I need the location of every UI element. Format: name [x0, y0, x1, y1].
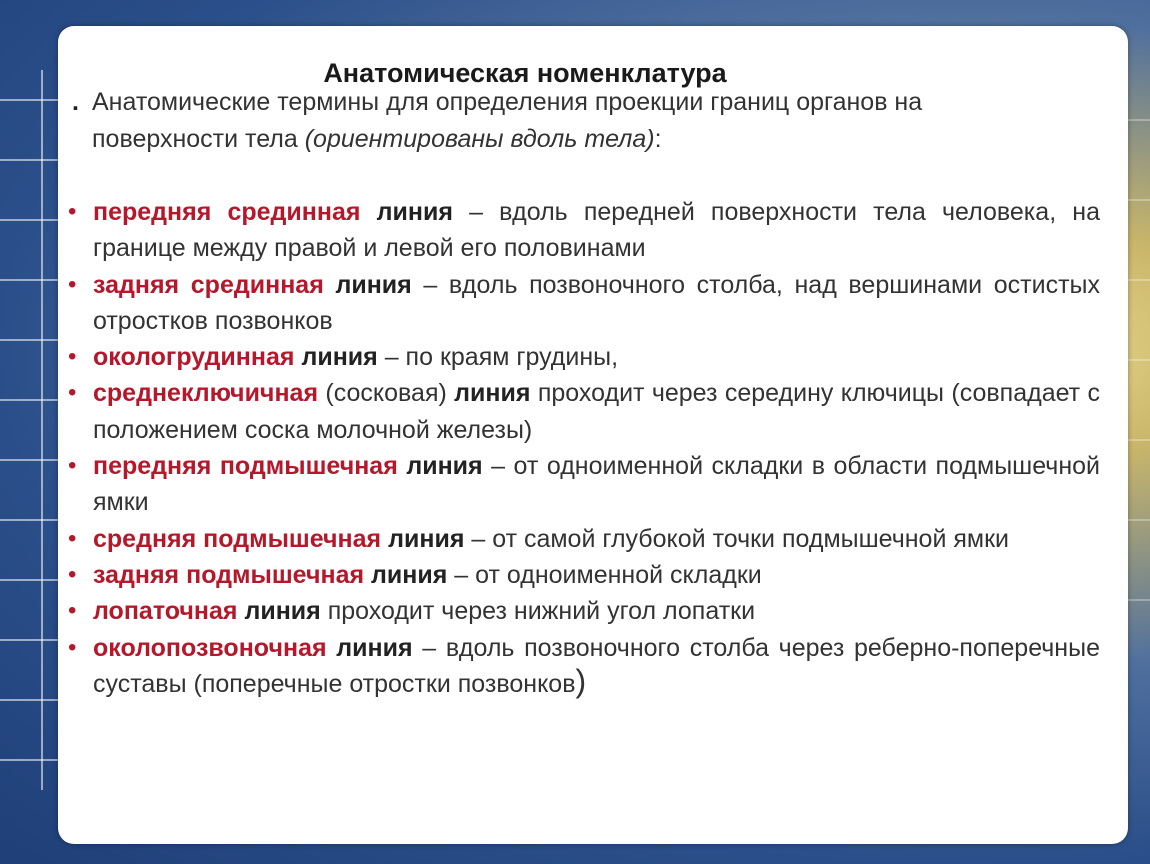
description: – вдоль передней поверхности тела человека, на границе между правой и левой его половинами: [93, 198, 1100, 263]
term: средняя подмышечная: [93, 524, 382, 553]
description: проходит через середину ключицы (совпадает с положением соска молочной железы): [93, 379, 1100, 444]
list-item: [68, 630, 1100, 703]
keyword: линия: [406, 452, 483, 481]
keyword: линия: [244, 597, 321, 626]
keyword: линия: [371, 560, 448, 589]
list-item: [68, 375, 1100, 448]
keyword: линия: [376, 198, 453, 226]
page-title: Анатомическая номенклатура: [323, 58, 727, 88]
list-item: [68, 448, 1100, 521]
description: – по краям грудины,: [377, 343, 619, 372]
intro-marker: .: [72, 88, 79, 116]
list-item: [68, 593, 1100, 629]
intro-line-1: [72, 84, 1102, 121]
term: среднеключичная: [93, 379, 319, 408]
description: – от самой глубокой точки подмышечной ямки: [464, 524, 1010, 553]
bullet-icon: •: [68, 597, 77, 625]
list-item: [68, 194, 1100, 267]
keyword: линия: [335, 270, 412, 299]
list-item: [68, 339, 1100, 375]
description: – от одноименной складки в области подмышечной ямки: [93, 452, 1100, 517]
term: передняя подмышечная: [93, 452, 398, 481]
bullet-icon: •: [68, 198, 77, 225]
keyword: линия: [301, 343, 378, 372]
term: окологрудинная: [93, 343, 295, 372]
intro-text-2: поверхности тела: [92, 125, 305, 153]
intro-line-2: [72, 121, 1102, 158]
term: передняя срединная: [93, 198, 361, 226]
bullet-icon: •: [68, 270, 77, 298]
intro-text-italic: (ориентированы вдоль тела): [304, 125, 655, 153]
intro-text-1: Анатомические термины для определения проекции границ органов на: [92, 88, 923, 116]
slide-panel: [58, 26, 1128, 844]
term: лопаточная: [93, 597, 238, 626]
keyword: линия: [388, 524, 465, 553]
description: – вдоль позвоночного столба, над вершинами остистых отростков позвонков: [93, 270, 1100, 335]
bullet-icon: •: [68, 452, 77, 480]
bullet-icon: •: [68, 343, 77, 371]
list-item: [68, 267, 1100, 340]
intro-text-end: :: [654, 125, 662, 153]
term: задняя срединная: [93, 270, 324, 299]
lines-list: [68, 194, 1100, 702]
list-item: [68, 521, 1100, 557]
keyword: линия: [336, 633, 413, 662]
description: – вдоль позвоночного столба через реберно-поперечные суставы (поперечные отростки позвонков: [93, 633, 1100, 698]
intro-paragraph: [72, 84, 1102, 158]
list-item: [68, 557, 1100, 593]
closing-paren: ): [575, 662, 587, 699]
description: – от одноименной складки: [447, 560, 762, 589]
bullet-icon: •: [68, 379, 77, 407]
bullet-icon: •: [68, 524, 77, 552]
bullet-icon: •: [68, 633, 77, 661]
description: проходит через нижний угол лопатки: [320, 597, 756, 626]
bullet-icon: •: [68, 560, 77, 588]
term-note: (сосковая): [318, 379, 455, 408]
term: задняя подмышечная: [93, 560, 365, 589]
keyword: линия: [454, 379, 531, 408]
term: околопозвоночная: [93, 633, 327, 662]
